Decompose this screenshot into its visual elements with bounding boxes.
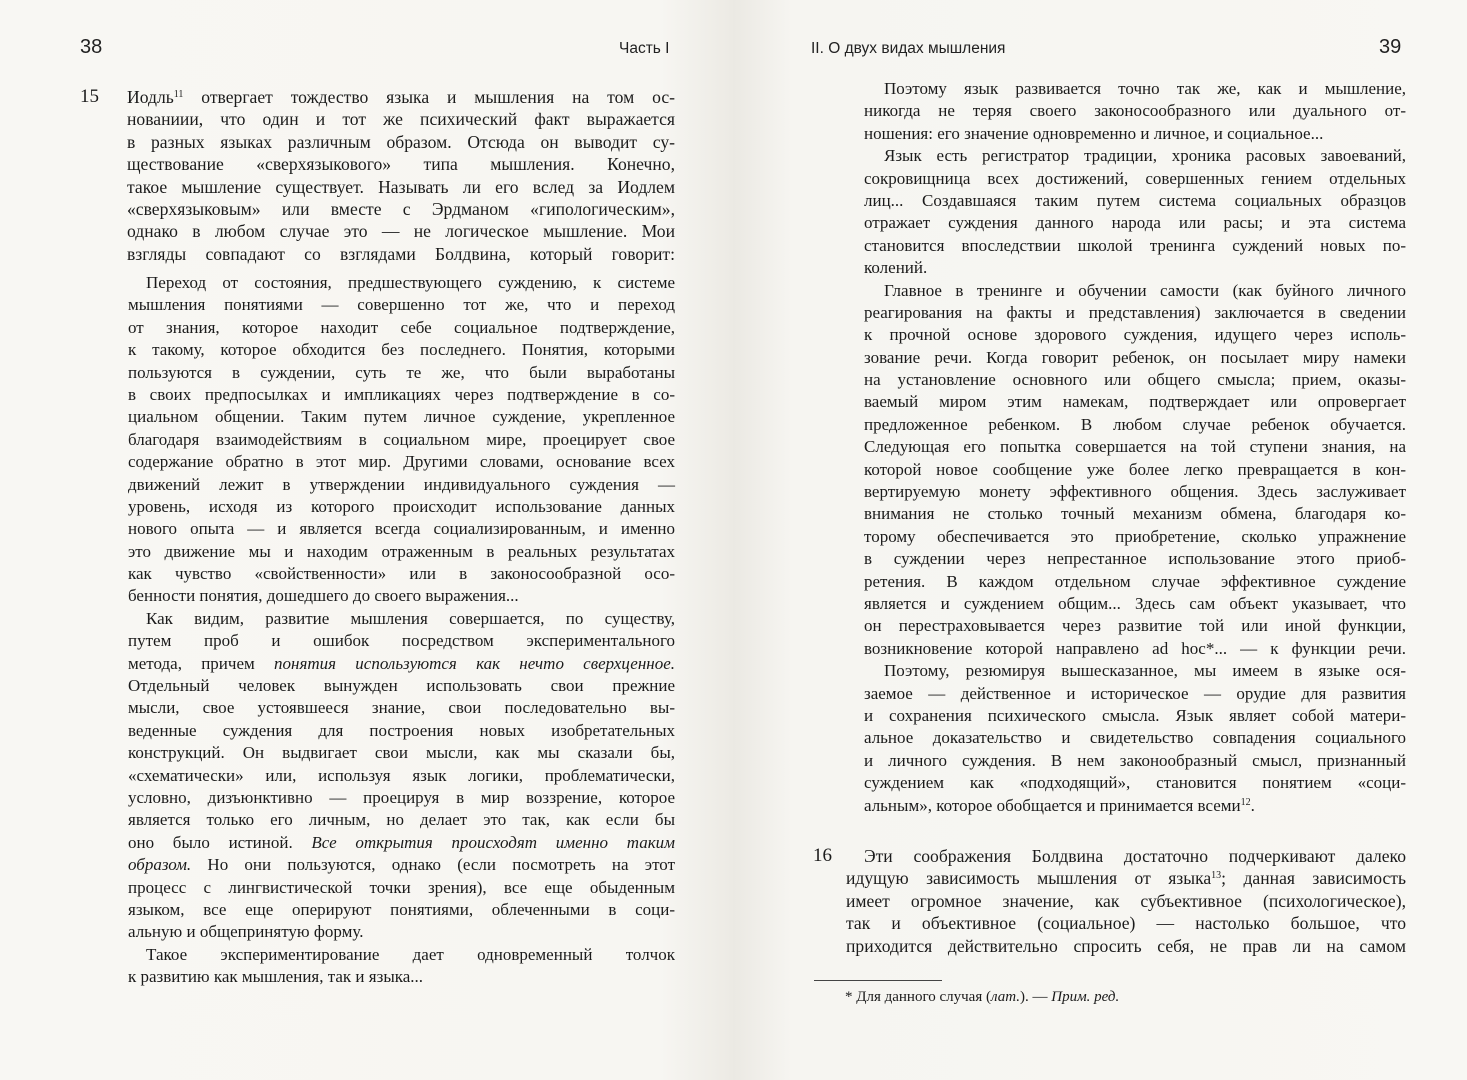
quote-line: уровень, исходя из которого происходит использование данных: [128, 496, 675, 516]
quote-line: нового опыта — и является всегда социализированным, и именно: [128, 519, 675, 539]
quote-line: Такое экспериментирование дает одновременный толчок: [146, 944, 675, 964]
text-line: Эти соображения Болдвина достаточно подчеркивают далеко: [864, 846, 1406, 866]
quote-line: лиц... Создавшаяся таким путем система социальных образцов: [864, 190, 1406, 210]
text-line: приходится действительно спросить себя, не прав ли на самом: [846, 935, 1406, 956]
quote-line: к развитию как мышления, так и языка...: [128, 967, 424, 987]
quote-line: альное доказательство и свидетельство совпадения социального: [864, 728, 1406, 748]
quote-line: на установление основного или общего смысла; прием, оказы-: [864, 370, 1406, 390]
quote-line: мышления понятиями — совершенно тот же, что и переход: [128, 295, 675, 315]
quote-line: вертируемую монету эффективного общения. Здесь заслуживает: [864, 482, 1406, 502]
quote-line: пользуются в суждении, суть те же, что были выработаны: [128, 362, 675, 382]
quote-line: Главное в тренинге и обучении самости (как буйного личного: [884, 280, 1406, 300]
quote-line: путем проб и ошибок посредством экспериментального: [128, 631, 675, 651]
text-line: взгляды совпадают со взглядами Болдвина, который говорит:: [127, 243, 675, 264]
quote-block-right: [864, 78, 1406, 817]
quote-line: как чувство «свойственности» или в законосообразной осо-: [128, 564, 675, 584]
paragraph-16: [846, 845, 1406, 957]
quote-line: «схематически» или, используя язык логики, проблематически,: [128, 765, 675, 785]
quote-line: и сохранения психического смысла. Язык являет собой матери-: [864, 705, 1406, 725]
text-line: такое мышление существует. Называть ли его вслед за Иодлем: [127, 176, 675, 197]
footnote: * Для данного случая (лат.). — Прим. ред.: [845, 989, 1120, 1005]
quote-line: заемое — действенное и историческое — орудие для развития: [864, 683, 1406, 703]
quote-line: языком, все еще оперируют понятиями, облеченными в соци-: [128, 899, 675, 919]
text-line: нованиии, что один и тот же психический факт выражается: [127, 109, 675, 130]
quote-line: от знания, которое находит себе социальное подтверждение,: [128, 317, 675, 337]
quote-line: Поэтому, резюмируя вышесказанное, мы имеем в языке ося-: [884, 661, 1406, 681]
running-head-right: II. О двух видах мышления: [811, 40, 1006, 57]
text-line: Иодль$^{11}$ отвергает тождество языка и мышления на том ос-: [127, 87, 675, 107]
left-page: [0, 0, 733, 1080]
quote-line: возникновение которой направлено ad hoc*... — к функции речи.: [864, 638, 1406, 658]
quote-line: отражает суждения данного народа или расы; и эта система: [864, 213, 1406, 233]
quote-line: предложенное ребенком. В любом случае ребенок обучается.: [864, 414, 1406, 434]
quote-line: ретения. В каждом отдельном случае эффективное суждение: [864, 571, 1406, 591]
quote-line: содержание обратно в этот мир. Другими словами, основание всех: [128, 452, 675, 472]
quote-line: и личного суждения. В нем законообразный смысл, признанный: [864, 750, 1406, 770]
quote-line: ваемый миром этим намекам, подтверждает или опровергает: [864, 392, 1406, 412]
text-line: имеет огромное значение, как субъективное (психологическое),: [846, 890, 1406, 911]
quote-line: Следующая его попытка совершается на той ступени знания, на: [864, 437, 1406, 457]
quote-line: Язык есть регистратор традиции, хроника расовых завоеваний,: [884, 146, 1406, 166]
quote-line: ношения: его значение одновременно и личное, и социальное...: [864, 123, 1324, 143]
quote-line: альным», которое обобщается и принимается всеми$^{12}$.: [864, 795, 1255, 815]
quote-line: к прочной основе здорового суждения, идущего через исполь-: [864, 325, 1406, 345]
quote-line: веденные суждения для построения новых изобретательных: [128, 720, 675, 740]
text-line: так и объективное (социальное) — настолько большое, что: [846, 913, 1406, 934]
right-page: [733, 0, 1467, 1080]
quote-line: бенности понятия, дошедшего до своего выражения...: [128, 586, 519, 606]
quote-line: никогда не теряя своего законосообразного или дуального от-: [864, 101, 1406, 121]
quote-line: метода, причем понятия используются как нечто сверхценное.: [128, 653, 675, 673]
quote-line: процесс с лингвистической точки зрения), все еще обыденным: [128, 877, 675, 897]
quote-line: является и суждением общим... Здесь сам объект указывает, что: [864, 593, 1406, 613]
text-line: идущую зависимость мышления от языка$^{13}$; данная зависимость: [846, 868, 1406, 889]
quote-line: Отдельный человек вынужден использовать свои прежние: [128, 676, 675, 696]
quote-line: движений лежит в утверждении индивидуального суждения —: [128, 474, 675, 494]
quote-line: является только его личным, но делает это так, как если бы: [128, 810, 675, 830]
quote-line: в своих предпосылках и импликациях через подтверждение в со-: [128, 384, 675, 404]
text-line: в разных языках различным образом. Отсюда он выводит су-: [127, 131, 675, 152]
page-number-right: 39: [1379, 36, 1402, 58]
quote-line: образом. Но они пользуются, однако (если посмотреть на этот: [128, 855, 675, 875]
text-line: однако в любом случае это — не логическое мышление. Мои: [127, 221, 675, 242]
quote-line: которой новое сообщение уже более легко превращается в кон-: [864, 459, 1406, 479]
section-number-16: 16: [813, 845, 832, 866]
quote-line: в суждении через непрестанное использование этого приоб-: [864, 549, 1406, 569]
running-head-left: Часть I: [619, 40, 670, 57]
quote-line: Переход от состояния, предшествующего суждению, к системе: [146, 273, 675, 292]
quote-line: суждением как «подходящий», становится понятием «соци-: [864, 773, 1406, 793]
quote-line: он перестраховывается через развитие той или иной функции,: [864, 616, 1406, 636]
quote-line: к такому, которое обходится без последнего. Понятия, которыми: [128, 340, 675, 360]
quote-line: Как видим, развитие мышления совершается, по существу,: [146, 608, 675, 628]
paragraph-15: [127, 86, 675, 265]
quote-line: мысли, свое устоявшееся знание, свои последовательно вы-: [128, 698, 675, 718]
text-line: ществование «сверхязыкового» типа мышления. Конечно,: [127, 154, 675, 175]
footnote-rule: [814, 980, 942, 981]
text-line: «сверхязыковым» или вместе с Эрдманом «гипологическим»,: [127, 198, 675, 219]
quote-line: условно, дизъюнктивно — проецируя в мир воззрение, которое: [128, 787, 675, 807]
page-number-left: 38: [80, 36, 103, 58]
quote-line: благодаря взаимодействиям в социальном мире, проецирует свое: [128, 429, 675, 449]
quote-line: оно было истиной. Все открытия происходят именно таким: [128, 832, 675, 852]
quote-line: сокровищница всех достижений, совершенных гением отдельных: [864, 168, 1406, 188]
quote-line: реагирования на факты и представления) заключается в сведении: [864, 302, 1406, 322]
quote-line: циальном общении. Таким путем личное суждение, укрепленное: [128, 407, 675, 427]
quote-line: это движение мы и находим отраженным в реальных результатах: [128, 541, 675, 561]
quote-line: Поэтому язык развивается точно так же, как и мышление,: [884, 79, 1406, 98]
quote-line: конструкций. Он выдвигает свои мысли, как мы сказали бы,: [128, 743, 675, 763]
quote-line: колений.: [864, 258, 928, 278]
section-number-15: 15: [80, 86, 99, 107]
quote-line: альную и общепринятую форму.: [128, 922, 364, 942]
quote-line: внимания не столько точный механизм обмена, благодаря ко-: [864, 504, 1406, 524]
quote-line: торому обеспечивается это приобретение, сколько упражнение: [864, 526, 1406, 546]
quote-line: становится впоследствии школой тренинга суждений новых по-: [864, 235, 1406, 255]
quote-line: зование речи. Когда говорит ребенок, он посылает миру намеки: [864, 347, 1406, 367]
quote-block-left: [128, 272, 675, 989]
